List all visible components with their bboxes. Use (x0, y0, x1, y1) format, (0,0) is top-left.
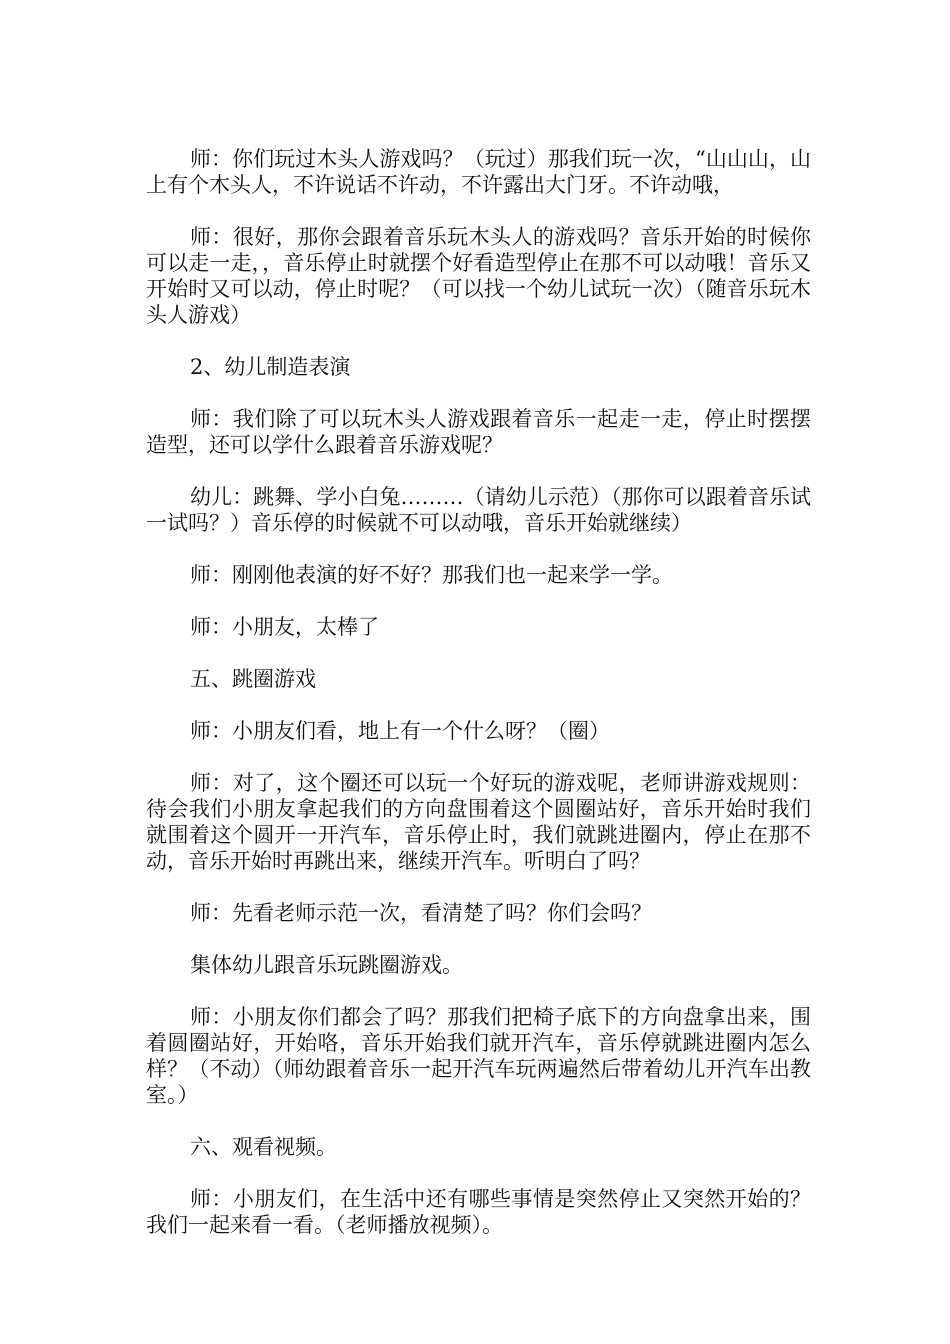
section-heading-child-performance: 2、幼儿制造表演 (190, 355, 351, 379)
paragraph-teacher-circle-question: 师：小朋友们看，地上有一个什么呀？（圈） (190, 719, 610, 743)
paragraph-teacher-praise: 师：小朋友，太棒了 (190, 615, 379, 639)
paragraph-teacher-game-rules: 师：对了，这个圈还可以玩一个好玩的游戏呢，老师讲游戏规则：待会我们小朋友拿起我们的方向盘围着这个圆圈站好，音乐开始时我们就围着这个圆开一开汽车，音乐停止时，我们就跳进圈内，停止在那不动，音乐开始时再跳出来，继续开汽车。听明白了吗？ (146, 771, 811, 873)
section-heading-watch-video: 六、观看视频。 (190, 1135, 337, 1159)
paragraph-teacher-learn-together: 师：刚刚他表演的好不好？那我们也一起来学一学。 (190, 563, 673, 587)
paragraph-teacher-steering-wheel: 师：小朋友你们都会了吗？那我们把椅子底下的方向盘拿出来，围着圆圈站好，开始咯，音乐开始我们就开汽车，音乐停就跳进圈内怎么样？（不动）（师幼跟着音乐一起开汽车玩两遍然后带着幼儿开汽车出教室。） (146, 1005, 811, 1107)
paragraph-teacher-wooden-man-intro: 师：你们玩过木头人游戏吗？（玩过）那我们玩一次，“山山山，山上有个木头人，不许说话不许动，不许露出大门牙。不许动哦， (146, 147, 811, 197)
paragraph-child-response: 幼儿：跳舞、学小白兔………（请幼儿示范）（那你可以跟着音乐试一试吗？）音乐停的时候就不可以动哦，音乐开始就继续） (146, 485, 811, 535)
paragraph-teacher-what-else: 师：我们除了可以玩木头人游戏跟着音乐一起走一走，停止时摆摆造型，还可以学什么跟着音乐游戏呢？ (146, 407, 811, 457)
document-body (146, 146, 811, 1264)
paragraph-teacher-music-game: 师：很好，那你会跟着音乐玩木头人的游戏吗？音乐开始的时候你可以走一走，，音乐停止时就摆个好看造型停止在那不可以动哦！音乐又开始时又可以动，停止时呢？（可以找一个幼儿试玩一次）（随音乐玩木头人游戏） (146, 225, 811, 327)
section-heading-jump-circle: 五、跳圈游戏 (190, 667, 316, 691)
paragraph-group-play: 集体幼儿跟音乐玩跳圈游戏。 (190, 953, 463, 977)
paragraph-teacher-video: 师：小朋友们，在生活中还有哪些事情是突然停止又突然开始的？我们一起来看一看。（老师播放视频）。 (146, 1187, 811, 1237)
paragraph-teacher-demo: 师：先看老师示范一次，看清楚了吗？你们会吗？ (190, 901, 652, 925)
